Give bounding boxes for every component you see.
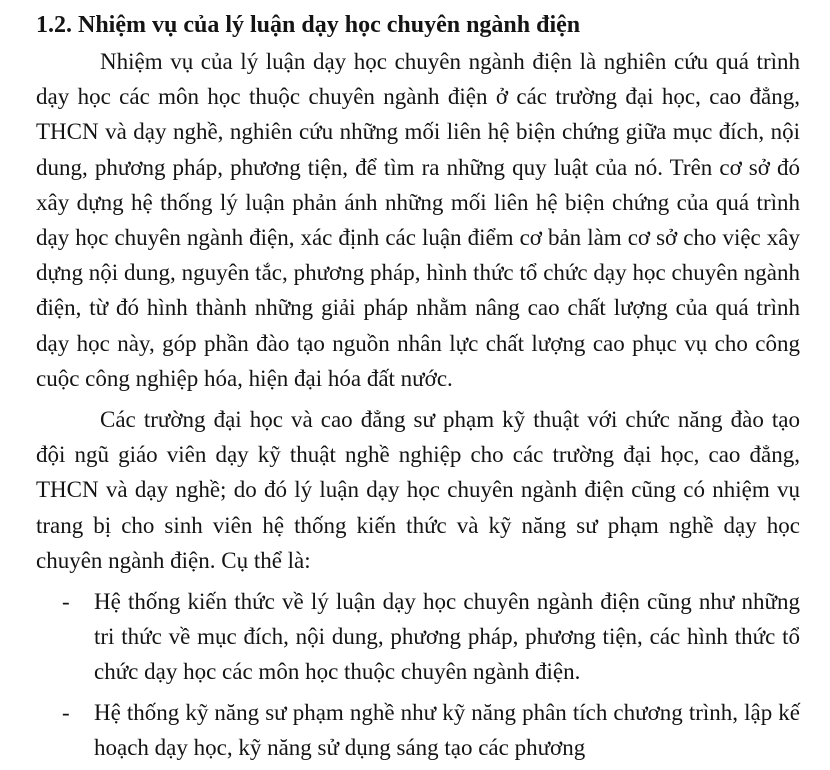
dash-marker: -	[62, 589, 70, 615]
section-title: 1.2. Nhiệm vụ của lý luận dạy học chuyên ngành điện	[36, 12, 581, 38]
list-item	[36, 584, 800, 690]
paragraph-purpose: Nhiệm vụ của lý luận dạy học chuyên ngành điện là nghiên cứu quá trình dạy học các môn học thuộc chuyên ngành điện ở các trường đại học, cao đẳng, THCN và dạy nghề, nghiên cứu những mối liên hệ biện chứng giữa mục đích, nội dung, phương pháp, phương tiện, để tìm ra những quy luật của nó. Trên cơ sở đó xây dựng hệ thống lý luận phản ánh những mối liên hệ biện chứng của quá trình dạy học chuyên ngành điện, xác định các luận điểm cơ bản làm cơ sở cho việc xây dựng nội dung, nguyên tắc, phương pháp, hình thức tổ chức dạy học chuyên ngành điện, từ đó hình thành những giải pháp nhằm nâng cao chất lượng của quá trình dạy học này, góp phần đào tạo nguồn nhân lực chất lượng cao phục vụ cho công cuộc công nghiệp hóa, hiện đại hóa đất nước.	[36, 49, 800, 391]
dash-marker: -	[62, 699, 70, 725]
list-item-text: Hệ thống kiến thức về lý luận dạy học chuyên ngành điện cũng như những tri thức về mục đích, nội dung, phương pháp, phương tiện, các hình thức tổ chức dạy học các môn học thuộc chuyên ngành điện.	[94, 589, 800, 685]
paragraph-schools: Các trường đại học và cao đẳng sư phạm kỹ thuật với chức năng đào tạo đội ngũ giáo viên dạy kỹ thuật nghề nghiệp cho các trường đại học, cao đẳng, THCN và dạy nghề; do đó lý luận dạy học chuyên ngành điện cũng có nhiệm vụ trang bị cho sinh viên hệ thống kiến thức và kỹ năng sư phạm nghề dạy học chuyên ngành điện. Cụ thể là:	[36, 407, 800, 573]
list-item	[36, 695, 800, 765]
document-page	[36, 8, 800, 770]
task-list	[36, 584, 800, 765]
list-item-text: Hệ thống kỹ năng sư phạm nghề như kỹ năng phân tích chương trình, lập kế hoạch dạy học, kỹ năng sử dụng sáng tạo các phương	[94, 699, 800, 760]
